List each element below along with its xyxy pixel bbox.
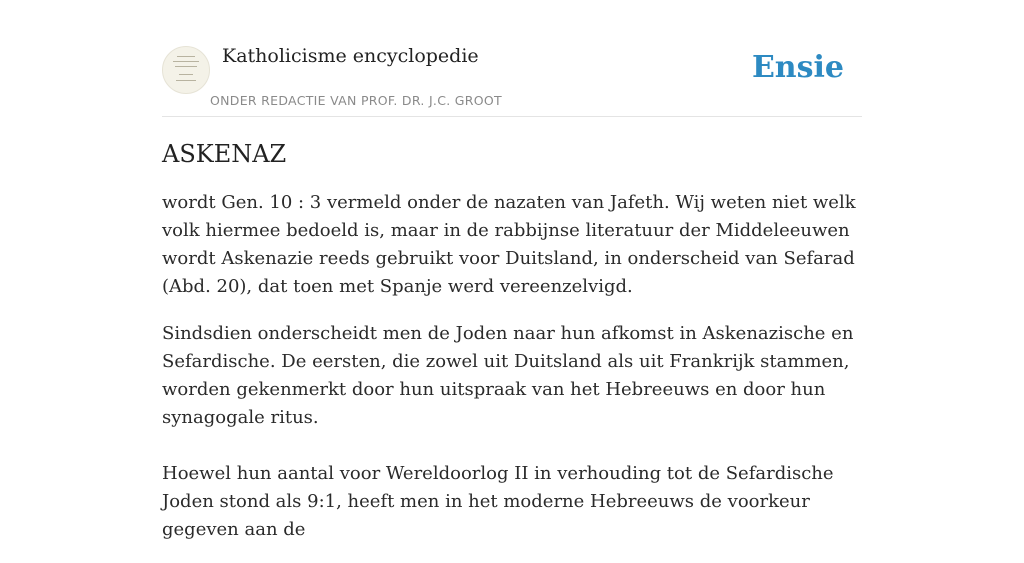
book-cover-icon[interactable] (162, 46, 210, 94)
paragraph-1: wordt Gen. 10 : 3 vermeld onder de nazaten van Jafeth. Wij weten niet welk volk hiermee bedoeld is, maar in de rabbijnse literatuur der Middeleeuwen wordt Askenazie reeds gebruikt voor Duitsland, in onderscheid van Sefarad (Abd. 20), dat toen met Spanje werd vereenzelvigd. (162, 192, 856, 297)
article (162, 138, 862, 563)
paragraph-2: Sindsdien onderscheidt men de Joden naar hun afkomst in Askenazische en Sefardische. De eersten, die zowel uit Duitsland als uit Frankrijk stammen, worden gekenmerkt door hun uitspraak van het Hebreeuws en door hun synagogale ritus. (162, 323, 854, 428)
paragraph-3: Hoewel hun aantal voor Wereldoorlog II in verhouding tot de Sefardische Joden stond als 9:1, heeft men in het moderne Hebreeuws de voorkeur gegeven aan de (162, 463, 834, 540)
brand-logo-link[interactable]: Ensie (751, 50, 844, 85)
editor-subtitle: ONDER REDACTIE VAN PROF. DR. J.C. GROOT (210, 93, 502, 108)
entry-title: ASKENAZ (162, 140, 287, 168)
header (162, 40, 862, 117)
book-title[interactable]: Katholicisme encyclopedie (222, 45, 479, 67)
